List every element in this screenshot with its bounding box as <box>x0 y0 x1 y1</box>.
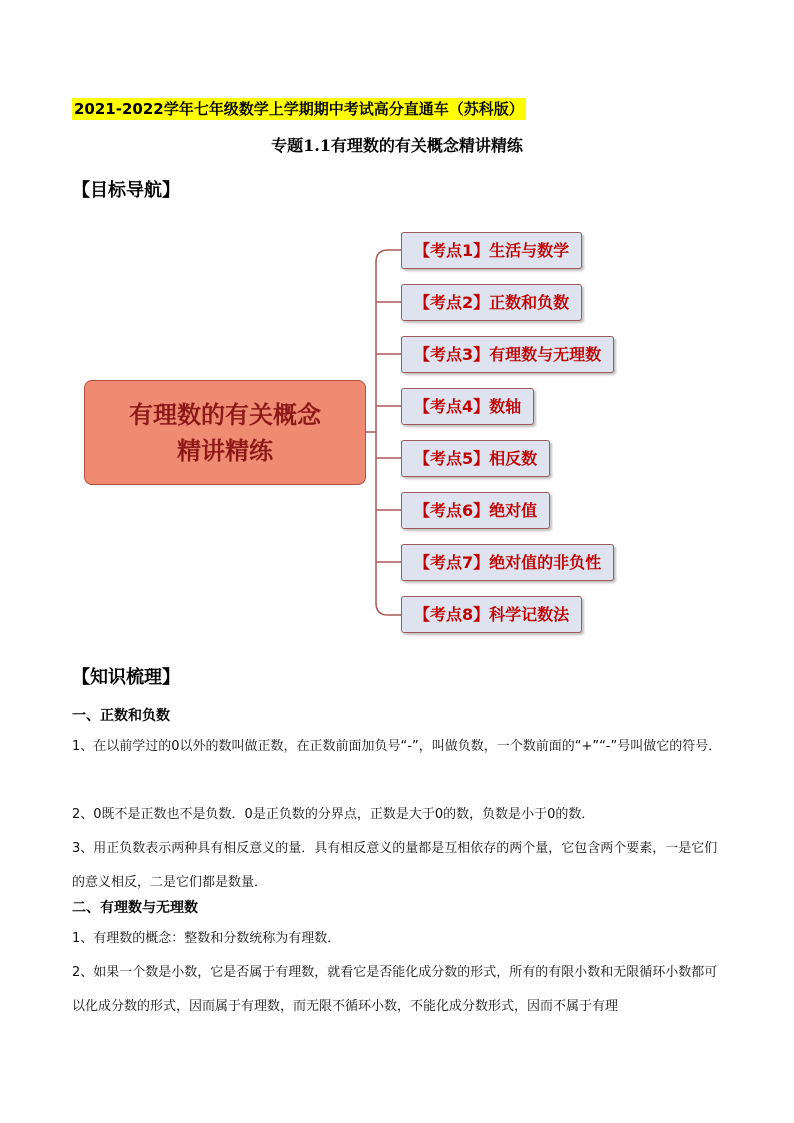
series-label: 2021-2022学年七年级数学上学期期中考试高分直通车（苏科版） <box>74 100 524 118</box>
central-node-line2: 精讲精练 <box>177 436 273 465</box>
subheading-rational-irrational: 二、有理数与无理数 <box>72 900 198 916</box>
document-title: 专题1.1有理数的有关概念精讲精练 <box>271 136 523 155</box>
mindmap-topic-3: 【考点3】有理数与无理数 <box>401 336 614 373</box>
mindmap-topic-7: 【考点7】绝对值的非负性 <box>401 544 614 581</box>
mindmap-topic-4: 【考点4】数轴 <box>401 388 534 425</box>
paragraph-1-2: 2、0既不是正数也不是负数．0是正负数的分界点，正数是大于0的数，负数是小于0的数． <box>72 807 595 822</box>
section-heading-knowledge: 【知识梳理】 <box>72 667 180 688</box>
central-node-line1: 有理数的有关概念 <box>129 400 321 429</box>
mindmap-topic-6: 【考点6】绝对值 <box>401 492 550 529</box>
connector-spine <box>376 250 401 615</box>
mindmap-topic-1: 【考点1】生活与数学 <box>401 232 582 269</box>
mindmap-topic-2: 【考点2】正数和负数 <box>401 284 582 321</box>
mindmap-topic-5: 【考点5】相反数 <box>401 440 550 477</box>
section-heading-goal-nav: 【目标导航】 <box>72 180 180 201</box>
paragraph-2-2: 2、如果一个数是小数，它是否属于有理数，就看它是否能化成分数的形式，所有的有限小数和无限循环小数都可以化成分数的形式，因而属于有理数，而无限不循环小数，不能化成分数形式，因而不属于有理 <box>72 965 718 1014</box>
subheading-positive-negative: 一、正数和负数 <box>72 708 170 724</box>
paragraph-1-1: 1、在以前学过的0以外的数叫做正数，在正数前面加负号“-”，叫做负数，一个数前面的“+”“-”号叫做它的符号． <box>72 739 722 754</box>
mindmap-central-node <box>84 380 366 485</box>
paragraph-2-1: 1、有理数的概念：整数和分数统称为有理数． <box>72 931 341 946</box>
mindmap-topic-8: 【考点8】科学记数法 <box>401 596 582 633</box>
paragraph-1-3: 3、用正负数表示两种具有相反意义的量．具有相反意义的量都是互相依存的两个量，它包含两个要素，一是它们的意义相反，二是它们都是数量． <box>72 841 718 890</box>
